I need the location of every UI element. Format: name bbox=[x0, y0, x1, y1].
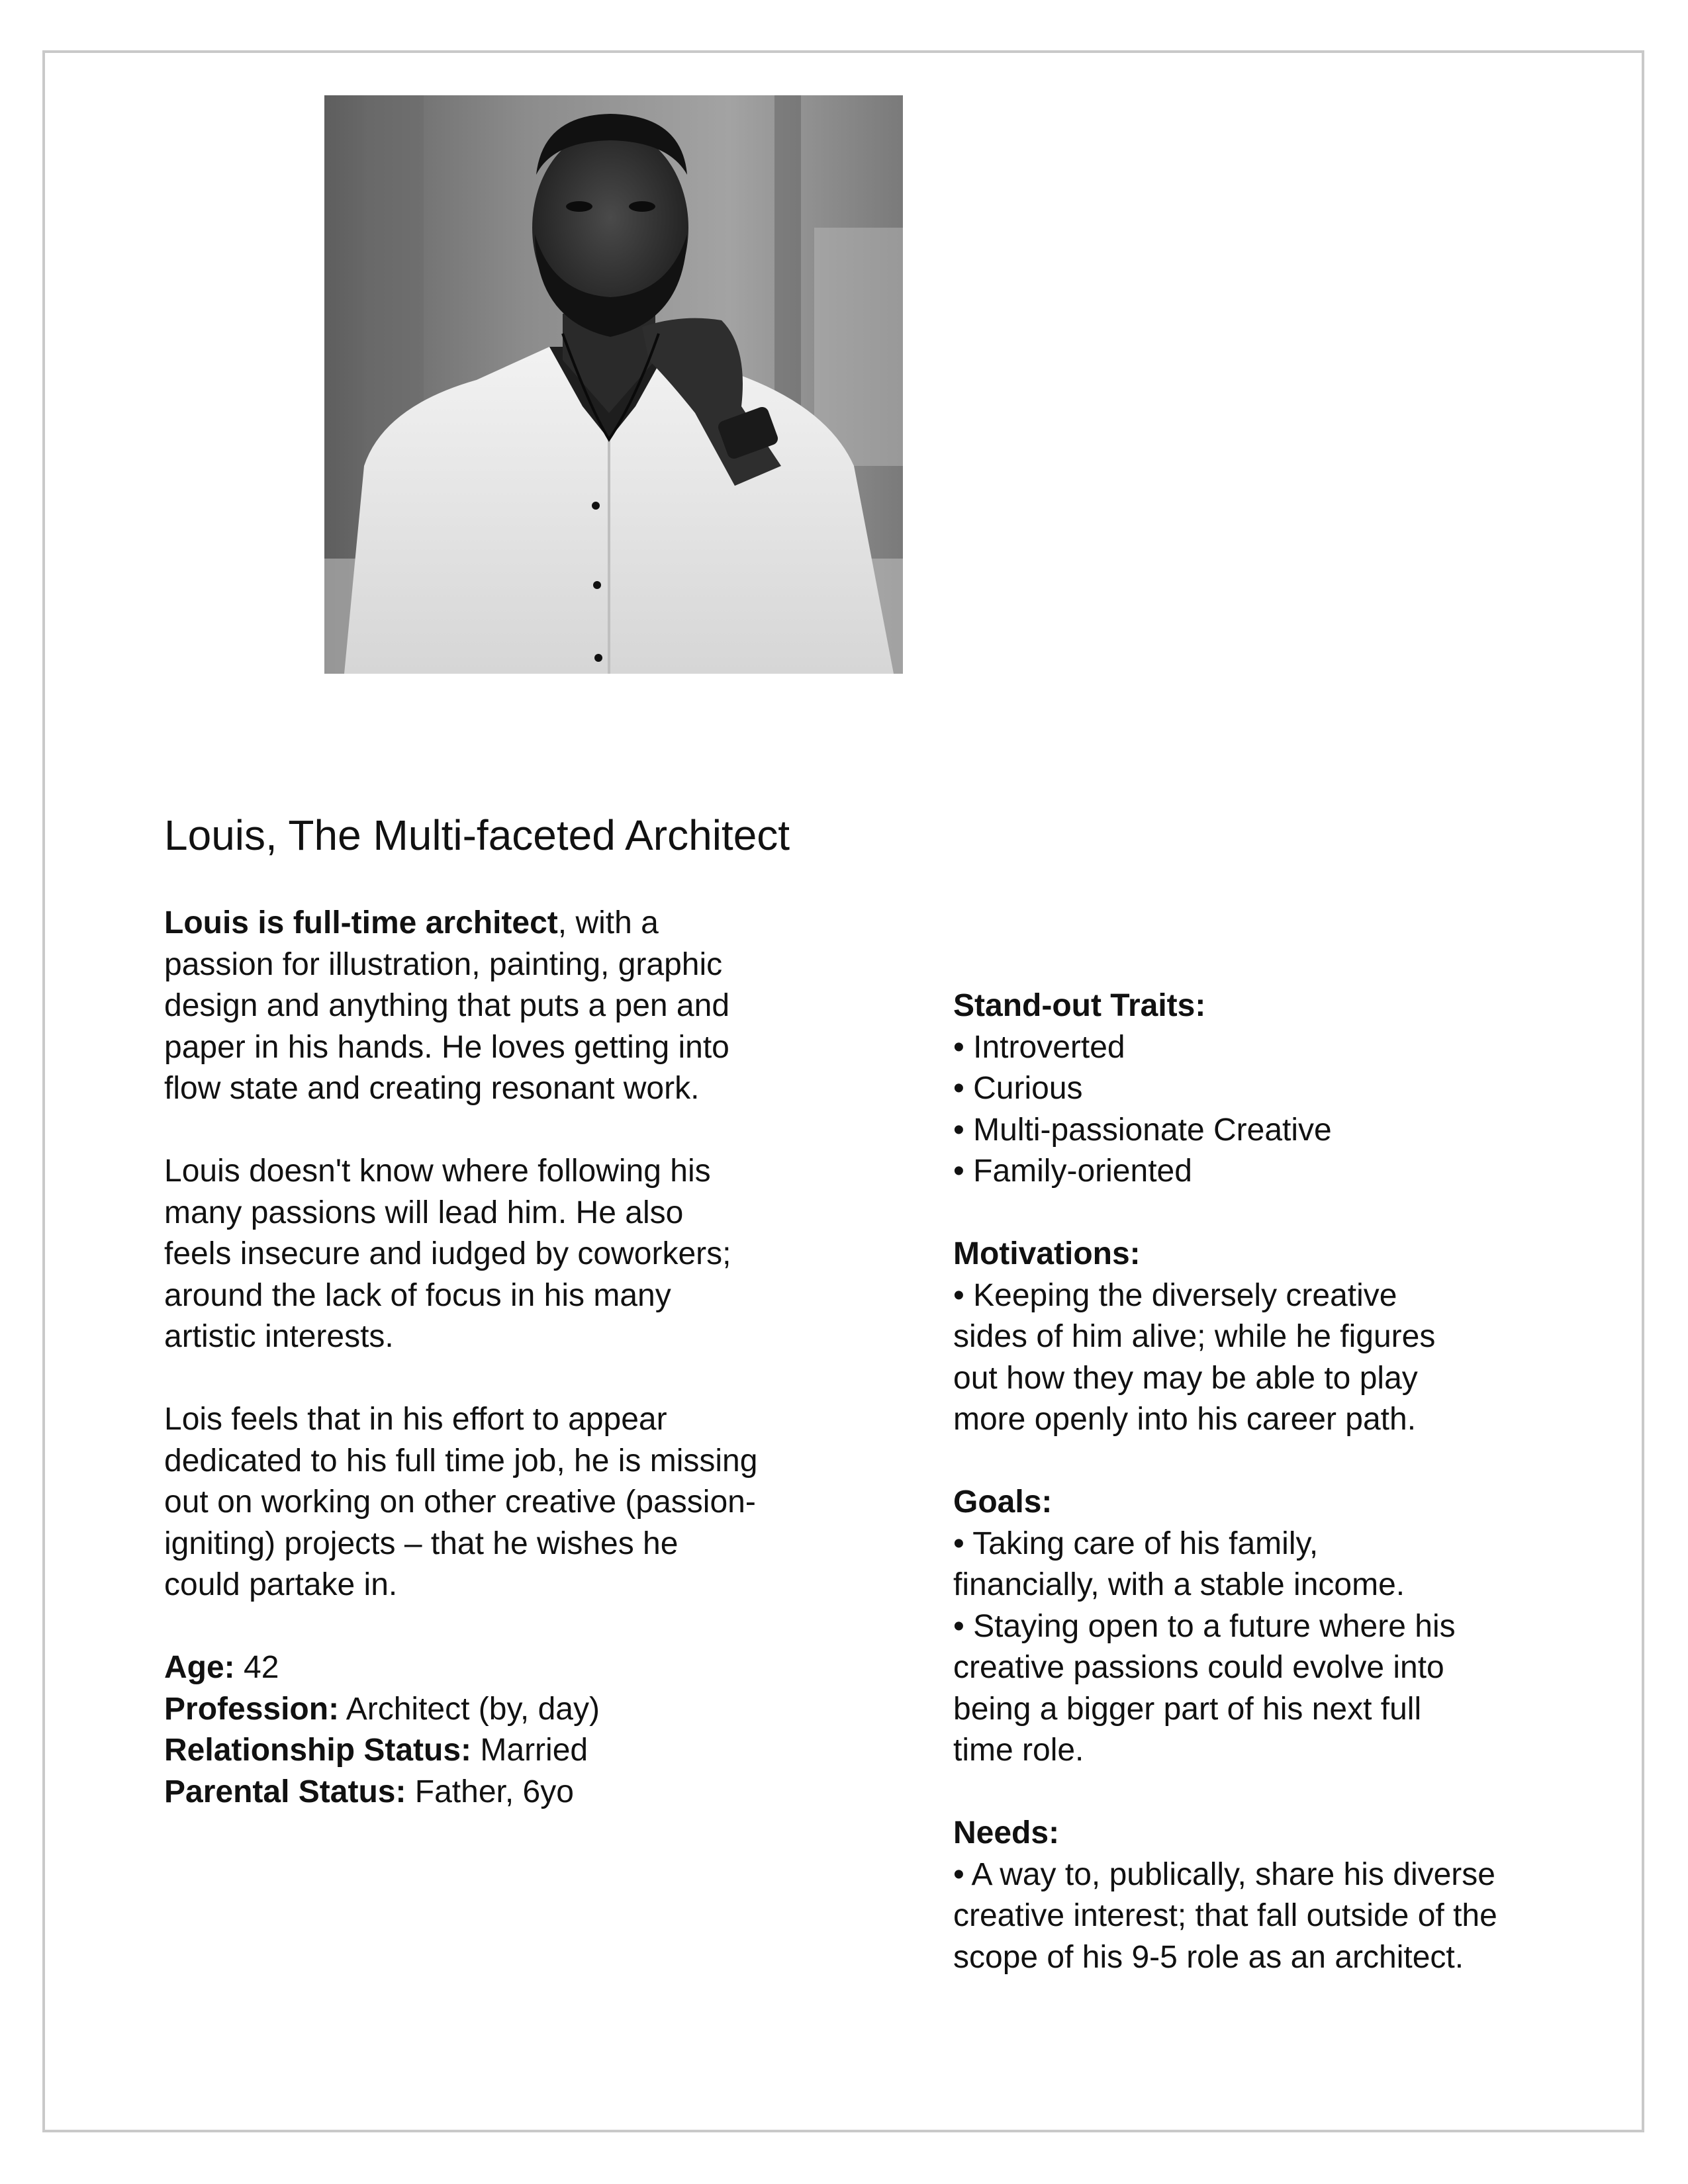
parental-row bbox=[164, 1772, 853, 1813]
intro-paragraph bbox=[164, 903, 853, 1110]
intro-line: design and anything that puts a pen and bbox=[164, 988, 730, 1023]
insecurity-paragraph bbox=[164, 1151, 853, 1358]
goal-line: being a bigger part of his next full bbox=[953, 1691, 1422, 1727]
trait-item: • Curious bbox=[953, 1071, 1083, 1106]
paragraph-line: Lois feels that in his effort to appear bbox=[164, 1402, 667, 1437]
motivations-heading: Motivations: bbox=[953, 1236, 1141, 1271]
paragraph-line: artistic interests. bbox=[164, 1319, 394, 1354]
goals-heading: Goals: bbox=[953, 1484, 1053, 1520]
profession-value: Architect (by, day) bbox=[339, 1691, 600, 1727]
profession-label: Profession: bbox=[164, 1691, 340, 1727]
paragraph-line: many passions will lead him. He also bbox=[164, 1195, 684, 1230]
relationship-row bbox=[164, 1730, 853, 1772]
portrait-photo-icon bbox=[324, 95, 903, 674]
traits-heading: Stand-out Traits: bbox=[953, 988, 1206, 1023]
motivations-section bbox=[953, 1234, 1615, 1441]
intro-line: flow state and creating resonant work. bbox=[164, 1071, 700, 1106]
goals-section bbox=[953, 1482, 1615, 1772]
right-column bbox=[953, 985, 1615, 2020]
goal-line: • Staying open to a future where his bbox=[953, 1608, 1456, 1644]
need-line: creative interest; that fall outside of the bbox=[953, 1898, 1497, 1933]
paragraph-line: Louis doesn't know where following his bbox=[164, 1154, 711, 1189]
intro-bold-lead: Louis is full-time architect bbox=[164, 905, 558, 940]
profession-row bbox=[164, 1689, 853, 1731]
paragraph-line: feels insecure and iudged by coworkers; bbox=[164, 1236, 731, 1271]
paragraph-line: could partake in. bbox=[164, 1567, 398, 1602]
effort-paragraph bbox=[164, 1399, 853, 1606]
motivation-line: • Keeping the diversely creative bbox=[953, 1277, 1397, 1313]
motivation-line: out how they may be able to play bbox=[953, 1360, 1418, 1396]
needs-heading: Needs: bbox=[953, 1815, 1060, 1850]
goal-line: • Taking care of his family, bbox=[953, 1525, 1319, 1561]
parental-value: Father, 6yo bbox=[406, 1774, 574, 1809]
paragraph-line: igniting) projects – that he wishes he bbox=[164, 1525, 679, 1561]
goal-line: financially, with a stable income. bbox=[953, 1567, 1405, 1602]
persona-title: Louis, The Multi-faceted Architect bbox=[164, 811, 790, 859]
paragraph-line: around the lack of focus in his many bbox=[164, 1277, 671, 1313]
parental-label: Parental Status: bbox=[164, 1774, 406, 1809]
age-label: Age: bbox=[164, 1650, 235, 1685]
trait-item: • Multi-passionate Creative bbox=[953, 1112, 1332, 1148]
goal-line: time role. bbox=[953, 1733, 1084, 1768]
trait-item: • Introverted bbox=[953, 1029, 1125, 1065]
motivation-line: more openly into his career path. bbox=[953, 1402, 1417, 1437]
left-column bbox=[164, 903, 853, 1813]
motivation-line: sides of him alive; while he figures bbox=[953, 1319, 1436, 1354]
paragraph-line: out on working on other creative (passion- bbox=[164, 1484, 756, 1520]
traits-section bbox=[953, 985, 1615, 1193]
intro-line: paper in his hands. He loves getting into bbox=[164, 1029, 729, 1065]
intro-line: passion for illustration, painting, graphic bbox=[164, 946, 723, 982]
intro-line-text: , with a bbox=[557, 905, 659, 940]
need-line: scope of his 9-5 role as an architect. bbox=[953, 1939, 1464, 1975]
age-value: 42 bbox=[234, 1650, 279, 1685]
portrait-photo bbox=[324, 95, 903, 674]
relationship-value: Married bbox=[471, 1733, 588, 1768]
intro-line bbox=[164, 903, 853, 944]
trait-item: • Family-oriented bbox=[953, 1154, 1192, 1189]
needs-section bbox=[953, 1813, 1615, 1978]
need-line: • A way to, publically, share his diverse bbox=[953, 1856, 1495, 1892]
paragraph-line: dedicated to his full time job, he is missing bbox=[164, 1443, 758, 1479]
demographic-facts bbox=[164, 1647, 853, 1813]
age-row bbox=[164, 1647, 853, 1689]
goal-line: creative passions could evolve into bbox=[953, 1650, 1444, 1685]
relationship-label: Relationship Status: bbox=[164, 1733, 472, 1768]
